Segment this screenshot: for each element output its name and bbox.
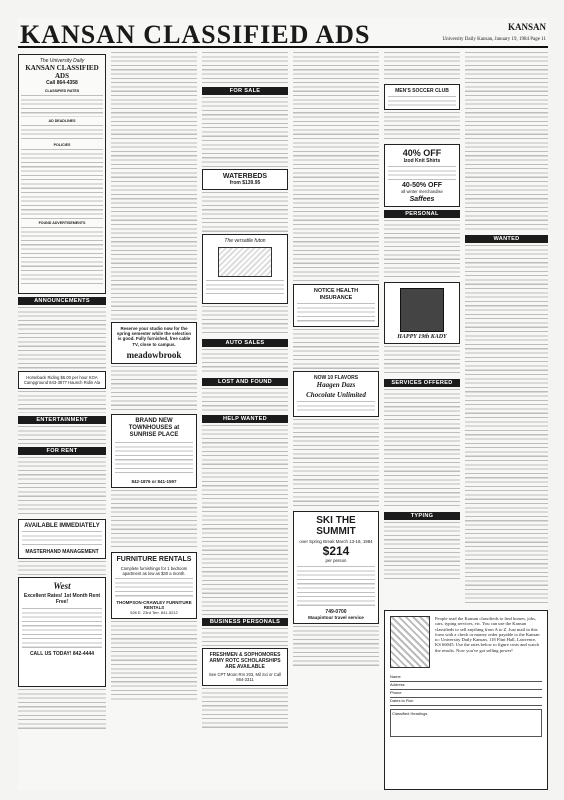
furniture-company: THOMPSON-CRAWLEY FURNITURE RENTALS (116, 599, 192, 610)
business-personals-text (202, 628, 288, 646)
available-text (22, 531, 102, 547)
west-call: CALL US TODAY! 842-4444 (29, 651, 95, 657)
auto-sales-heading: AUTO SALES (202, 339, 288, 347)
column-6-text-top (465, 52, 548, 232)
izod-ad (384, 144, 460, 207)
rotc-ad (202, 648, 288, 686)
rotc-title: FRESHMEN & SOPHOMORES ARMY ROTC SCHOLARSHIPS ARE AVAILABLE (209, 652, 281, 670)
form-name-row[interactable] (390, 674, 542, 682)
form-dates-label: Dates to Run (390, 698, 414, 703)
haagen-dazs-ad (293, 371, 379, 417)
for-rent-text (18, 457, 106, 517)
haagen-flavors: NOW 10 FLAVORS (313, 375, 359, 381)
west-rates: Excellent Rates! 1st Month Rent Free! (23, 593, 101, 605)
found-text (21, 227, 103, 287)
column-4-text-mid (293, 329, 379, 369)
health-insurance-title: NOTICE HEALTH INSURANCE (313, 288, 359, 301)
wanted-text (465, 245, 548, 605)
ski-company: Maupintour travel service (308, 615, 364, 620)
furniture-address: 526 E. 23rd Terr. 841-5212 (130, 609, 178, 615)
available-title: AVAILABLE IMMEDIATELY (24, 523, 100, 529)
column-3-text-top (202, 52, 288, 84)
townhouses-title: BRAND NEW TOWNHOUSES at SUNRISE PLACE (128, 417, 180, 438)
health-insurance-text (297, 303, 375, 323)
futon-text (206, 280, 284, 296)
column-5-text-mid (384, 112, 460, 142)
form-phone-row[interactable] (390, 690, 542, 698)
announcements-text-2 (18, 391, 106, 413)
available-ad (18, 519, 106, 559)
rates-header: The University Daily (39, 58, 85, 64)
soccer-text (388, 96, 456, 106)
for-rent-text-3 (18, 689, 106, 729)
order-form-top (390, 616, 542, 668)
futon-illustration (218, 247, 272, 277)
entertainment-heading: ENTERTAINMENT (18, 416, 106, 424)
column-2-text-mid (111, 366, 197, 412)
birthday-ad (384, 282, 460, 344)
scissors-illustration (390, 616, 430, 668)
townhouses-text (115, 442, 193, 476)
futon-title: The versatile futon (224, 238, 266, 244)
services-heading: SERVICES OFFERED (384, 379, 460, 387)
izod-text (388, 166, 456, 180)
masthead (18, 20, 548, 48)
for-sale-text-3 (202, 306, 288, 336)
column-3 (202, 52, 288, 790)
west-ad (18, 577, 106, 687)
lost-found-text (202, 388, 288, 412)
policies-text (21, 149, 103, 219)
order-form-text: People read the Kansan classifieds to find homes, jobs, cars, typing services, etc. You can use the Kansan classifieds to sell anything from A to Z. Just mail in this form with a check or money order payable to the Kansan to: University Daily Kansan, 118 Flint Hall, Lawrence, KS 66045. Use the rates below to figure costs and watch the results. Now you've got selling power! (435, 616, 540, 653)
furniture-ad (111, 552, 197, 619)
meadowbrook-logo: meadowbrook (126, 349, 182, 360)
furniture-subtitle: Complete furnishings for 1 bedroom apartment as low as $30 a month. (120, 565, 188, 576)
rates-phone: Call 864-4358 (46, 80, 78, 86)
for-sale-heading: FOR SALE (202, 87, 288, 95)
classified-rates-title: CLASSIFIED RATES (44, 89, 80, 93)
form-classified-label: Classified Headings (392, 711, 428, 716)
izod-subtitle: all winter merchandise (401, 189, 443, 194)
form-dates-row[interactable] (390, 698, 542, 706)
entertainment-text (18, 426, 106, 444)
column-4-text-top (293, 52, 379, 282)
haagen-text (297, 401, 375, 413)
column-4-text-mid-2 (293, 419, 379, 509)
typing-heading: TYPING (384, 512, 460, 520)
newspaper-page (18, 18, 548, 790)
help-wanted-text (202, 425, 288, 615)
izod-discount: 40% OFF (402, 148, 442, 158)
haagen-dazs-logo: Haagen Dazs (316, 381, 356, 389)
dateline: University Daily Kansan, January 19, 1984 Page 11 (442, 37, 546, 42)
typing-text (384, 522, 460, 582)
waterbeds-title: WATERBEDS (222, 173, 268, 180)
order-form-fields (390, 674, 542, 737)
column-2-text-bottom (111, 621, 197, 701)
masterhand-name: MASTERHAND MANAGEMENT (25, 549, 99, 555)
announcements-heading: ANNOUNCEMENTS (18, 297, 106, 305)
ski-per-person: per person (325, 558, 347, 563)
horseback-ad: Horseback Riding $6.00 per hour KOA Campground 843-3877 Haunch Ridin Ala (18, 371, 106, 389)
meadowbrook-text: Reserve your studio now for the spring semester while the selection is good. Fully furnished, free cable TV, close to campus. (116, 326, 192, 347)
izod-title: Izod Knit Shirts (403, 158, 441, 164)
health-insurance-ad (293, 284, 379, 327)
business-personals-heading: BUSINESS PERSONALS (202, 618, 288, 626)
for-rent-heading: FOR RENT (18, 447, 106, 455)
for-rent-text-2 (18, 561, 106, 575)
ski-ad (293, 511, 379, 624)
west-logo: West (53, 581, 71, 591)
personal-text (384, 220, 460, 280)
townhouses-ad (111, 414, 197, 488)
furniture-title: FURNITURE RENTALS (116, 555, 192, 563)
form-classified-box[interactable] (390, 709, 542, 737)
soccer-club-ad (384, 84, 460, 110)
deadlines-title: AD DEADLINES (48, 119, 76, 123)
ski-text (297, 566, 375, 606)
help-wanted-heading: HELP WANTED (202, 415, 288, 423)
birthday-text: HAPPY 19th KADY (397, 334, 447, 340)
waterbeds-ad (202, 169, 288, 190)
form-phone-label: Phone (390, 690, 402, 695)
column-4 (293, 52, 379, 790)
soccer-title: MEN'S SOCCER CLUB (395, 88, 449, 94)
futon-ad (202, 234, 288, 304)
meadowbrook-ad (111, 322, 197, 364)
column-2 (111, 52, 197, 790)
personal-text-2 (384, 346, 460, 376)
ski-phone: 749-0700 (325, 609, 347, 615)
form-name-label: Name (390, 674, 401, 679)
column-2-text-top (111, 52, 197, 320)
for-sale-text (202, 97, 288, 167)
column-2-text-mid-2 (111, 490, 197, 550)
form-address-row[interactable] (390, 682, 542, 690)
lost-found-heading: LOST AND FOUND (202, 378, 288, 386)
form-address-label: Address (390, 682, 405, 687)
izod-discount-2: 40-50% OFF (401, 182, 443, 189)
column-4-text-bottom (293, 626, 379, 666)
rates-box (18, 54, 106, 294)
order-form (384, 610, 548, 790)
announcements-text (18, 307, 106, 369)
column-5-text-top (384, 52, 460, 82)
ski-dates: over Spring Break March 13-18, 1984 (299, 539, 373, 544)
rotc-contact: See CPT Moon Rm 203, Mil Sci or Call 864-3311 (208, 672, 282, 682)
personal-heading: PERSONAL (384, 210, 460, 218)
rates-table (21, 95, 103, 117)
policies-title: POLICIES (53, 143, 71, 147)
birthday-photo (400, 288, 444, 332)
for-sale-text-2 (202, 192, 288, 232)
rates-title: KANSAN CLASSIFIED ADS (25, 64, 99, 80)
ski-price: $214 (322, 544, 350, 558)
townhouses-phone: 842-1876 or 841-1597 (131, 478, 177, 484)
column-1 (18, 52, 106, 790)
services-text (384, 389, 460, 509)
page-title: KANSAN CLASSIFIED ADS (20, 20, 371, 49)
wanted-heading: WANTED (465, 235, 548, 243)
paper-name: KANSAN (507, 22, 546, 32)
waterbeds-price: from $139.95 (229, 180, 261, 186)
ski-title: SKI THE SUMMIT (316, 515, 356, 537)
west-text (22, 608, 102, 648)
column-3-text-bottom (202, 688, 288, 728)
found-title: FOUND ADVERTISEMENTS (38, 221, 86, 225)
auto-sales-text (202, 349, 288, 375)
store-logo: Saffees (409, 196, 435, 203)
chocolate-logo: Chocolate Unlimited (306, 391, 366, 399)
deadlines-text (21, 125, 103, 141)
furniture-text (115, 578, 193, 598)
